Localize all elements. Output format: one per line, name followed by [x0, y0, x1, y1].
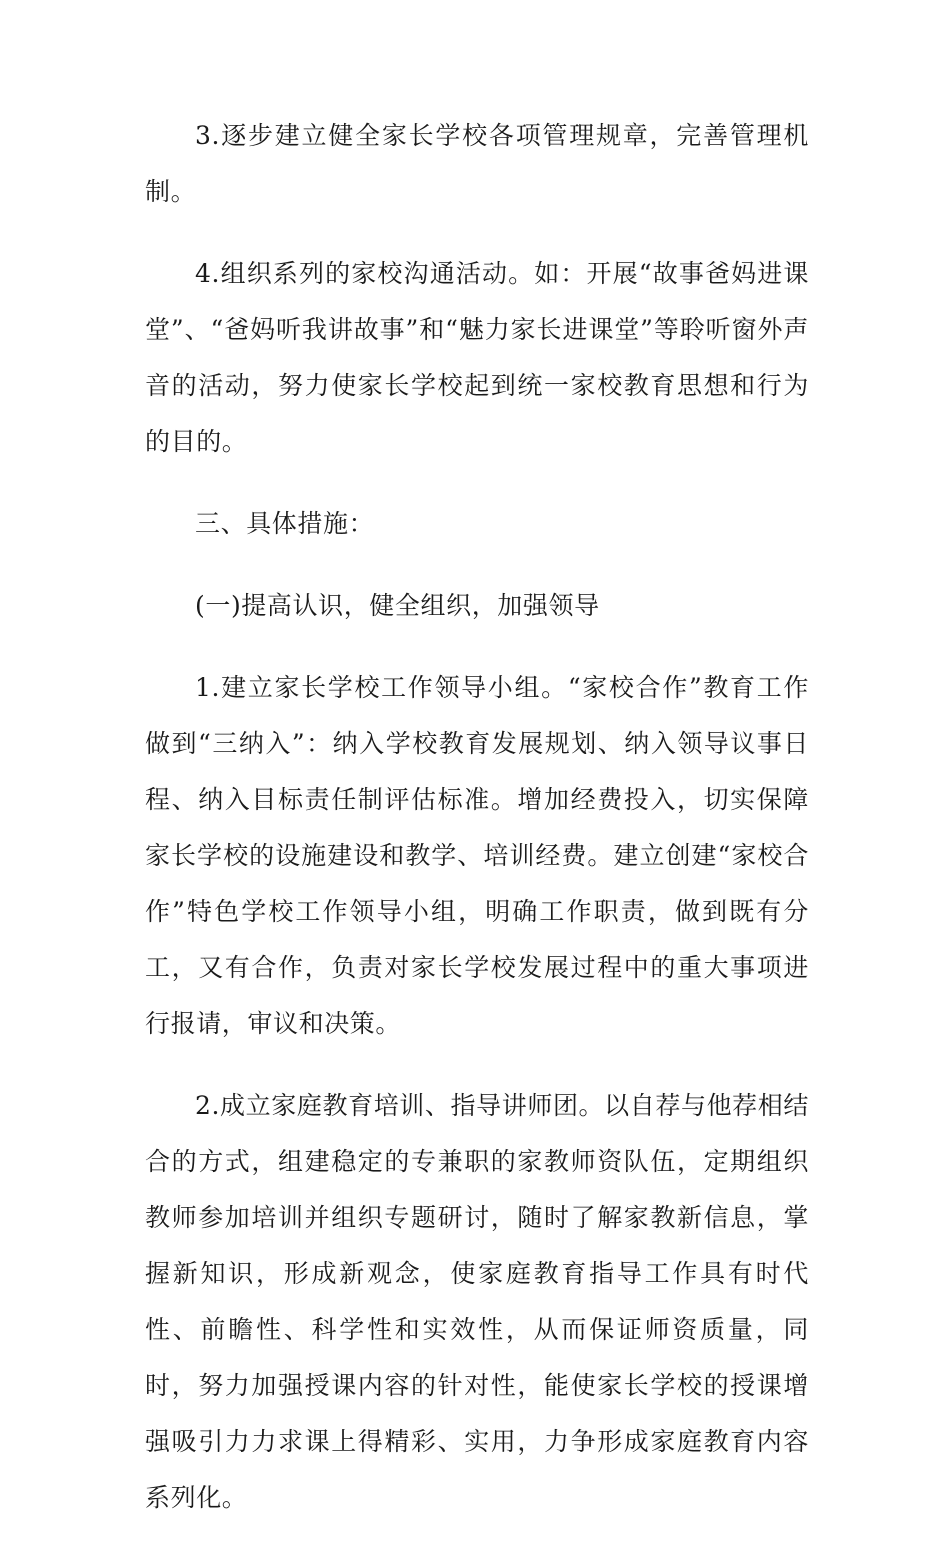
paragraph-lecturer-team: 2.成立家庭教育培训、指导讲师团。以自荐与他荐相结合的方式，组建稳定的专兼职的家教师资队伍，定期组织教师参加培训并组织专题研讨，随时了解家教新信息，掌握新知识，形成新观念，使家庭教育指导工作具有时代性、前瞻性、科学性和实效性，从而保证师资质量，同时，努力加强授课内容的针对性，能使家长学校的授课增强吸引力力求课上得精彩、实用，力争形成家庭教育内容系列化。 — [145, 1091, 809, 1512]
paragraph-communication-activities: 4.组织系列的家校沟通活动。如：开展“故事爸妈进课堂”、“爸妈听我讲故事”和“魅力家长进课堂”等聆听窗外声音的活动，努力使家长学校起到统一家校教育思想和行为的目的。 — [145, 259, 809, 456]
section-heading-measures: 三、具体措施： — [195, 509, 375, 538]
paragraph-leadership-group: 1.建立家长学校工作领导小组。“家校合作”教育工作做到“三纳入”：纳入学校教育发展规划、纳入领导议事日程、纳入目标责任制评估标准。增加经费投入，切实保障家长学校的设施建设和教学、培训经费。建立创建“家校合作”特色学校工作领导小组，明确工作职责，做到既有分工，又有合作，负责对家长学校发展过程中的重大事项进行报请，审议和决策。 — [145, 673, 809, 1038]
document-body — [145, 108, 809, 1552]
subsection-heading-leadership: (一)提高认识，健全组织，加强领导 — [195, 591, 600, 620]
paragraph-management-rules: 3.逐步建立健全家长学校各项管理规章，完善管理机制。 — [145, 121, 809, 206]
